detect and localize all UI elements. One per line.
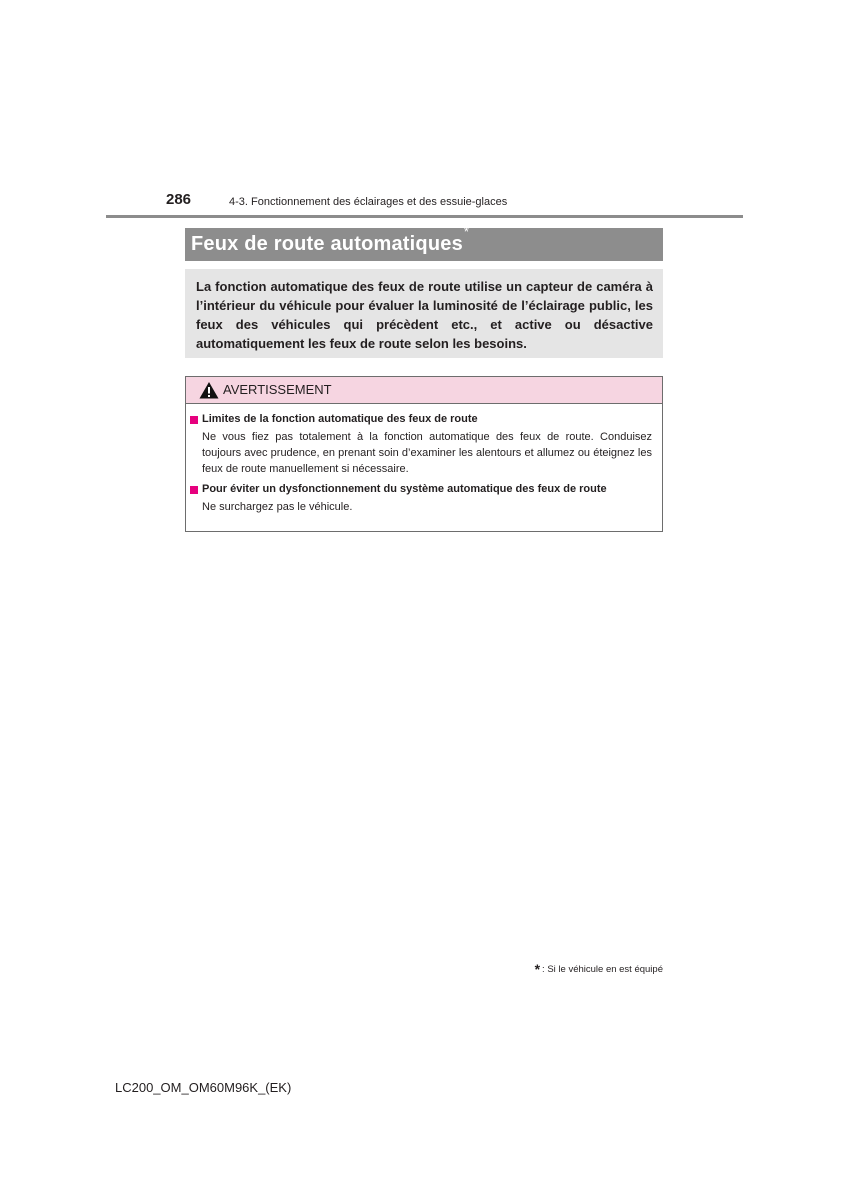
warning-item-heading [190, 482, 652, 497]
footnote-text: : Si le véhicule en est équipé [542, 964, 663, 975]
warning-item-heading-text: Pour éviter un dysfonctionnement du système automatique des feux de route [202, 483, 607, 495]
title-bar [185, 224, 663, 261]
bullet-square-icon [190, 486, 198, 494]
bullet-square-icon [190, 416, 198, 424]
document-id: LC200_OM_OM60M96K_(EK) [115, 1080, 292, 1095]
footnote [535, 961, 663, 977]
page-number: 286 [166, 191, 192, 208]
warning-header [186, 377, 662, 404]
footnote-star: * [534, 961, 541, 977]
header-divider [106, 215, 743, 218]
warning-body [186, 404, 662, 515]
intro-box [185, 269, 663, 358]
warning-box [185, 376, 663, 532]
warning-title: AVERTISSEMENT [223, 382, 332, 397]
warning-item [190, 482, 652, 515]
warning-item-text: Ne vous fiez pas totalement à la fonction automatique des feux de route. Conduisez toujours avec prudence, en prenant soin d’examiner les alentours et allumez ou éteignez les feux de route manuellement si nécessaire. [202, 431, 652, 475]
warning-item-heading-text: Limites de la fonction automatique des feux de route [202, 413, 478, 425]
warning-triangle-icon [199, 381, 219, 399]
section-header: 4-3. Fonctionnement des éclairages et des essuie-glaces [229, 196, 508, 208]
warning-item [190, 412, 652, 477]
page-title: Feux de route automatiques [191, 233, 463, 255]
title-asterisk: * [463, 224, 469, 239]
warning-item-heading [190, 412, 652, 427]
warning-item-text: Ne surchargez pas le véhicule. [202, 501, 353, 513]
intro-text: La fonction automatique des feux de route utilise un capteur de caméra à l’intérieur du véhicule pour évaluer la luminosité de l’éclairage public, les feux des véhicules qui précèdent etc., et active ou désactive automatiquement les feux de route selon les besoins. [196, 279, 653, 351]
